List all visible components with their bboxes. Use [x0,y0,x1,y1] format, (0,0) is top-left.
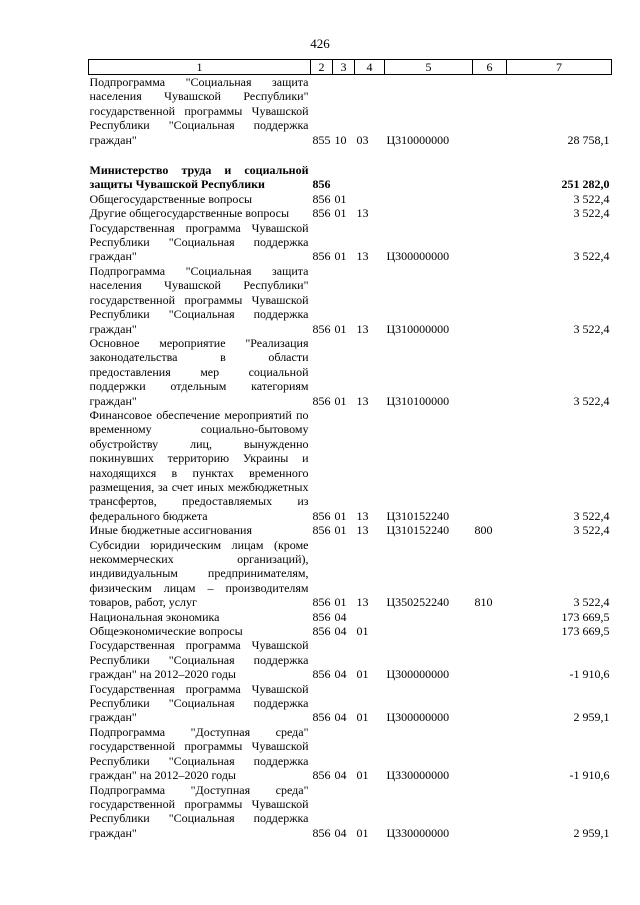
row-ministry-code: 856 [312,768,331,783]
table-row [89,163,612,192]
row-amount: 3 522,4 [573,393,610,408]
row-target-article [385,163,473,192]
row-amount: 3 522,4 [573,508,610,523]
row-name: Национальная экономика [89,609,220,624]
row-ministry-code: 856 [312,825,331,840]
table-row [89,638,612,681]
table-row [89,538,612,610]
row-section: 01 [334,249,347,264]
row-section: 04 [334,825,347,840]
row-expense-type [473,163,507,192]
row-name: Иные бюджетные ассигнования [89,523,252,538]
row-subsection: 13 [356,595,369,610]
row-expense-type [473,408,507,523]
row-expense-type [473,221,507,264]
row-subsection: 01 [356,624,369,639]
row-ministry-code: 856 [312,667,331,682]
row-section: 01 [334,206,347,221]
row-section: 04 [334,609,347,624]
header-col-4: 4 [355,60,385,75]
row-subsection [355,610,385,624]
row-ministry-code: 856 [312,508,331,523]
row-section: 10 [334,132,347,147]
row-subsection: 01 [356,825,369,840]
row-ministry-code: 856 [312,710,331,725]
row-section: 01 [334,321,347,336]
table-row [89,610,612,624]
table-row [89,408,612,523]
row-name: Общеэкономические вопросы [89,624,243,639]
row-subsection [355,163,385,192]
row-name: Подпрограмма "Доступная среда" государственной программы Чувашской Республики "Социальная поддержка граждан" на 2012–2020 годы [89,724,309,783]
row-subsection: 13 [356,321,369,336]
row-ministry-code: 856 [312,191,331,206]
row-expense-type: 800 [474,523,493,538]
row-expense-type [473,638,507,681]
row-name: Общегосударственные вопросы [89,191,253,206]
row-target-article [385,624,473,638]
row-expense-type [473,264,507,336]
budget-table [88,59,612,840]
header-col-7: 7 [507,60,612,75]
header-col-6: 6 [473,60,507,75]
row-section: 01 [334,595,347,610]
page-number: 426 [310,36,330,51]
row-amount: 3 522,4 [573,595,610,610]
table-row [89,75,612,148]
table-row [89,624,612,638]
header-col-2: 2 [311,60,333,75]
table-spacer-row [89,147,612,163]
row-expense-type [473,610,507,624]
row-section: 04 [334,710,347,725]
table-row [89,523,612,537]
row-amount: 3 522,4 [573,321,610,336]
row-target-article [385,206,473,220]
row-amount: 173 669,5 [561,624,610,639]
row-expense-type [473,783,507,841]
row-expense-type [473,682,507,725]
header-col-1: 1 [89,60,311,75]
table-row [89,783,612,841]
row-name: Основное мероприятие "Реализация законодательства в области предоставления мер социальной поддержки отдельным категориям граждан" [89,335,309,408]
row-target-article: Ц300000000 [386,249,450,264]
row-expense-type [473,206,507,220]
row-amount: 3 522,4 [573,206,610,221]
row-target-article: Ц330000000 [386,768,450,783]
row-subsection: 13 [356,249,369,264]
row-subsection: 13 [356,523,369,538]
row-subsection: 01 [356,710,369,725]
row-expense-type: 810 [474,595,493,610]
row-amount: 3 522,4 [573,523,610,538]
row-name: Государственная программа Чувашской Республики "Социальная поддержка граждан" [89,220,309,264]
row-ministry-code: 856 [312,177,331,192]
row-amount: 2 959,1 [573,710,610,725]
row-target-article: Ц350252240 [386,595,450,610]
row-amount: 2 959,1 [573,825,610,840]
row-ministry-code: 856 [312,523,331,538]
row-subsection: 01 [356,768,369,783]
table-row [89,221,612,264]
row-expense-type [473,192,507,206]
row-ministry-code: 856 [312,249,331,264]
row-target-article [385,192,473,206]
row-name: Подпрограмма "Социальная защита населения Чувашской Республики" государственной программы Чувашской Республики "Социальная поддержка граждан" [89,75,309,147]
row-name: Министерство труда и социальной защиты Чувашской Республики [89,163,309,192]
row-ministry-code: 856 [312,321,331,336]
row-expense-type [473,336,507,408]
row-ministry-code: 856 [312,624,331,639]
row-ministry-code: 856 [312,595,331,610]
table-row [89,336,612,408]
row-amount: 3 522,4 [573,249,610,264]
row-section: 01 [334,523,347,538]
table-body [89,75,612,841]
row-subsection: 03 [356,132,369,147]
header-col-3: 3 [333,60,355,75]
row-target-article: Ц300000000 [386,667,450,682]
row-subsection: 13 [356,393,369,408]
table-row [89,264,612,336]
row-target-article: Ц310000000 [386,132,450,147]
row-name: Государственная программа Чувашской Республики "Социальная поддержка граждан" на 2012–2020 годы [89,638,309,682]
row-amount: -1 910,6 [569,667,610,682]
row-section: 01 [334,508,347,523]
row-name: Государственная программа Чувашской Республики "Социальная поддержка граждан" [89,681,309,725]
row-name: Финансовое обеспечение мероприятий по временному социально-бытовому обустройству лиц, вынужденно покинувших территорию Украины и находящихся в пунктах временного размещения, за счет иных межбюджетных трансфертов, предоставляемых из федерального бюджета [89,407,309,523]
row-amount: 173 669,5 [561,609,610,624]
row-name: Подпрограмма "Доступная среда" государственной программы Чувашской Республики "Социальная поддержка граждан" [89,782,309,840]
row-ministry-code: 855 [312,132,331,147]
table-header-row [89,60,612,75]
row-section: 01 [334,393,347,408]
row-section [333,163,355,192]
row-ministry-code: 856 [312,393,331,408]
row-target-article: Ц310152240 [386,508,450,523]
table-row [89,682,612,725]
row-target-article: Ц330000000 [386,825,450,840]
row-expense-type [473,725,507,783]
row-name: Субсидии юридическим лицам (кроме некоммерческих организаций), индивидуальным предпринимателям, физическим лицам – производителям товаров, работ, услуг [89,537,309,610]
row-target-article: Ц310152240 [386,523,450,538]
table-row [89,725,612,783]
row-target-article: Ц300000000 [386,710,450,725]
row-section: 04 [334,624,347,639]
row-expense-type [473,624,507,638]
row-subsection: 01 [356,667,369,682]
row-target-article: Ц310000000 [386,321,450,336]
row-ministry-code: 856 [312,206,331,221]
row-expense-type [473,75,507,148]
table-row [89,192,612,206]
header-col-5: 5 [385,60,473,75]
row-section: 04 [334,768,347,783]
row-section: 04 [334,667,347,682]
row-amount: 28 758,1 [567,132,610,147]
row-section: 01 [334,191,347,206]
row-ministry-code: 856 [312,609,331,624]
row-target-article: Ц310100000 [386,393,450,408]
row-subsection [355,192,385,206]
table-row [89,206,612,220]
row-amount: -1 910,6 [569,768,610,783]
row-subsection: 13 [356,508,369,523]
row-amount: 3 522,4 [573,191,610,206]
row-name: Другие общегосударственные вопросы [89,206,290,221]
row-amount: 251 282,0 [561,177,610,192]
row-name: Подпрограмма "Социальная защита населения Чувашской Республики" государственной программы Чувашской Республики "Социальная поддержка граждан" [89,263,309,336]
row-subsection: 13 [356,206,369,221]
row-target-article [385,610,473,624]
